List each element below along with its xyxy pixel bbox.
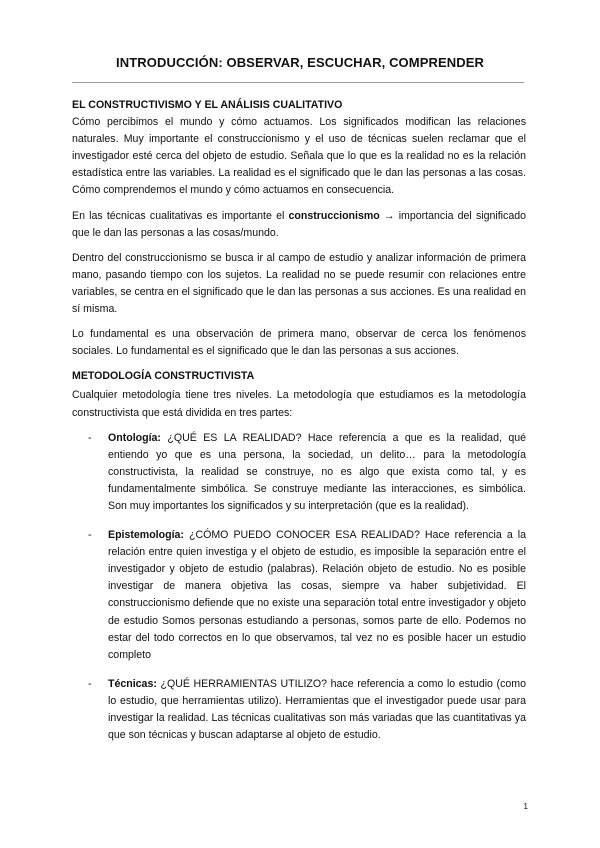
document-body	[72, 97, 526, 756]
list-item-term: Epistemología:	[108, 529, 184, 542]
list-item-epistemologia	[72, 527, 526, 664]
list-dash: -	[88, 529, 92, 542]
section-heading-constructivismo: EL CONSTRUCTIVISMO Y EL ANÁLISIS CUALITATIVO	[72, 99, 343, 111]
paragraph-2	[72, 208, 526, 242]
paragraph-1: Cómo percibimos el mundo y cómo actuamos. Los significados modifican las relaciones naturales. Muy importante el construccionismo y el uso de técnicas suelen reclamar que el investigador esté cerca del objeto de estudio. Señala que lo que es la realidad no es la relación estadística entre las variables. La realidad es el significado que le dan las personas a las cosas. Cómo comprendemos el mundo y cómo actuamos en consecuencia.	[72, 116, 526, 197]
paragraph-3: Dentro del construccionismo se busca ir al campo de estudio y analizar información de primera mano, pasando tiempo con los sujetos. La realidad no se puede resumir con relaciones entre variables, se centra en el significado que le dan las personas a sus acciones. Es una realidad en sí misma.	[72, 251, 526, 316]
list-item-text: ¿CÓMO PUEDO CONOCER ESA REALIDAD? Hace referencia a la relación entre quien investiga y el objeto de estudio, es imposible la separación entre el investigador y objeto de estudio (palabras). Relación objeto de estudio. No es posible investigar de manera objetiva las cosas, siempre va haber subjetividad. El construccionismo defiende que no existe una separación total entre investigador y objeto de estudio Somos personas estudiando a personas, somos parte de ello. Podemos no estar del todo correctos en lo que observamos, tal vez no es posible hacer un estudio completo	[108, 529, 526, 661]
list-item-tecnicas	[72, 676, 526, 744]
list-item-term: Técnicas:	[108, 677, 157, 690]
list-item-ontologia	[72, 430, 526, 515]
metodologia-intro: Cualquier metodología tiene tres niveles. La metodología que estudiamos es la metodología constructivista que está dividida en tres partes:	[72, 389, 526, 419]
title-divider	[72, 82, 524, 83]
document-title: INTRODUCCIÓN: OBSERVAR, ESCUCHAR, COMPRENDER	[116, 55, 484, 70]
paragraph-2-text-b: → importancia del significado que le dan las personas a las cosas/mundo.	[72, 209, 527, 239]
list-dash: -	[88, 677, 92, 690]
construccionismo-emphasis: construccionismo	[288, 209, 380, 222]
page-number: 1	[523, 802, 528, 811]
paragraph-2-text-a: En las técnicas cualitativas es importante el	[72, 209, 289, 222]
section-heading-metodologia: METODOLOGÍA CONSTRUCTIVISTA	[72, 370, 255, 383]
list-item-term: Ontología:	[108, 431, 161, 444]
paragraph-4: Lo fundamental es una observación de primera mano, observar de cerca los fenómenos sociales. Lo fundamental es el significado que le dan las personas a sus acciones.	[72, 328, 526, 358]
list-item-text: ¿QUÉ HERRAMIENTAS UTILIZO? hace referencia a como lo estudio (como lo estudio, que herramientas utilizo). Herramientas que el investigador puede usar para investigar la realidad. Las técnicas cualitativas son más variadas que las cuantitativas ya que son técnicas y buscan adaptarse al objeto de estudio.	[108, 677, 526, 742]
list-item-text: ¿QUÉ ES LA REALIDAD? Hace referencia a que es la realidad, qué entiendo yo que es una persona, la sociedad, un delito… para la metodología constructivista, la realidad se construye, no es algo que exista como tal, y es fundamentalmente simbólica. Se construye mediante las interacciones, es simbólica. Son muy importantes los significados y su interpretación (que es la realidad).	[108, 431, 526, 512]
metodologia-levels-list	[72, 430, 526, 745]
list-dash: -	[88, 431, 92, 444]
